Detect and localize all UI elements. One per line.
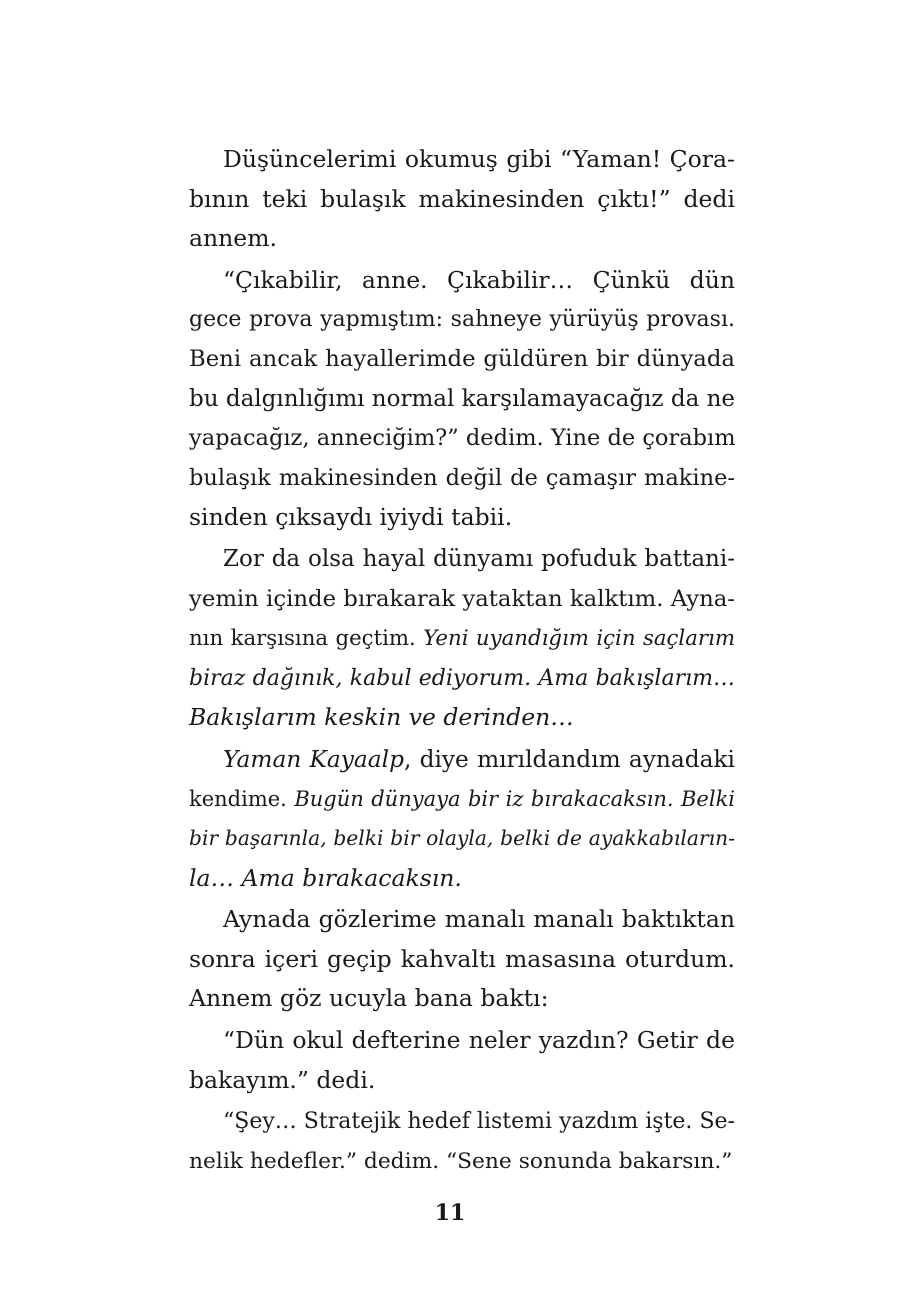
text-segment: Zor da olsa hayal dünyamı pofuduk battani- bbox=[223, 545, 735, 572]
text-line bbox=[189, 900, 735, 940]
text-segment: “Çıkabilir, anne. Çıkabilir… Çünkü dün bbox=[223, 265, 735, 294]
italic-text: Yeni uyandığım için saçlarım bbox=[423, 626, 735, 652]
text-segment: sinden çıksaydı iyiydi tabii. bbox=[189, 503, 513, 532]
text-segment: nelik hedefler.” dedim. “Sene sonunda bakarsın.” bbox=[189, 1148, 733, 1174]
text-line bbox=[189, 819, 735, 859]
body-text bbox=[189, 140, 735, 1181]
text-line bbox=[189, 940, 735, 980]
italic-text: biraz dağınık, kabul ediyorum. Ama bakışlarım… bbox=[189, 665, 735, 691]
text-line bbox=[189, 300, 735, 340]
text-line bbox=[189, 261, 735, 301]
text-segment: Annem göz ucuyla bana baktı: bbox=[189, 984, 549, 1013]
text-line bbox=[189, 1061, 735, 1101]
text-line bbox=[189, 459, 735, 499]
text-segment: bu dalgınlığımı normal karşılamayacağız da ne bbox=[189, 385, 736, 412]
text-line bbox=[189, 1021, 735, 1061]
text-segment: yemin içinde bırakarak yataktan kalktım. Ayna- bbox=[189, 585, 735, 612]
text-segment: “Şey… Stratejik hedef listemi yazdım işte. Se- bbox=[223, 1109, 735, 1135]
text-line bbox=[189, 340, 735, 380]
paragraph bbox=[189, 140, 735, 259]
paragraph bbox=[189, 540, 735, 738]
text-line bbox=[189, 698, 735, 738]
text-segment: Aynada gözlerime manalı manalı baktıktan bbox=[223, 905, 735, 934]
text-segment: nın karşısına geçtim. bbox=[189, 626, 424, 652]
text-line bbox=[189, 859, 735, 899]
text-segment: Düşüncelerimi okumuş gibi “Yaman! Çora- bbox=[223, 145, 735, 173]
text-line bbox=[189, 498, 735, 538]
text-segment: gece prova yapmıştım: sahneye yürüyüş provası. bbox=[189, 307, 735, 333]
text-segment: bakayım.” dedi. bbox=[189, 1065, 376, 1094]
text-line bbox=[189, 380, 735, 420]
text-line bbox=[189, 540, 735, 580]
paragraph bbox=[189, 900, 735, 1019]
text-line bbox=[189, 219, 735, 259]
italic-text: la… Ama bırakacaksın. bbox=[189, 863, 462, 892]
text-segment: sonra içeri geçip kahvaltı masasına oturdum. bbox=[189, 944, 735, 973]
paragraph bbox=[189, 1021, 735, 1100]
text-line bbox=[189, 740, 735, 780]
paragraph bbox=[189, 740, 735, 898]
italic-text: Bakışlarım keskin ve derinden… bbox=[189, 703, 574, 732]
text-segment: bulaşık makinesinden değil de çamaşır makine- bbox=[189, 464, 735, 491]
page-number: 11 bbox=[434, 1200, 466, 1226]
text-line bbox=[189, 979, 735, 1019]
text-segment: annem. bbox=[189, 224, 277, 253]
text-segment: yapacağız, anneciğim?” dedim. Yine de çorabım bbox=[189, 425, 736, 452]
text-line bbox=[189, 1142, 735, 1182]
paragraph bbox=[189, 261, 735, 538]
text-segment: “Dün okul defterine neler yazdın? Getir de bbox=[223, 1026, 735, 1055]
text-line bbox=[189, 619, 735, 659]
text-segment: , diye mırıldandım aynadaki bbox=[403, 745, 735, 773]
text-line bbox=[189, 659, 735, 699]
italic-text: bir başarınla, belki bir olayla, belki de ayakkabıların- bbox=[189, 826, 735, 851]
text-line bbox=[189, 1102, 735, 1142]
text-segment: kendime. bbox=[189, 786, 295, 811]
text-line bbox=[189, 580, 735, 620]
text-segment: bının teki bulaşık makinesinden çıktı!” dedi bbox=[189, 184, 735, 213]
text-line bbox=[189, 180, 735, 220]
italic-text: Yaman Kayaalp bbox=[223, 745, 404, 773]
paragraph bbox=[189, 1102, 735, 1181]
text-segment: Beni ancak hayallerimde güldüren bir dünyada bbox=[189, 345, 735, 372]
text-line bbox=[189, 140, 735, 180]
text-line bbox=[189, 780, 735, 820]
italic-text: Bugün dünyaya bir iz bırakacaksın. Belki bbox=[294, 786, 736, 811]
text-line bbox=[189, 419, 735, 459]
